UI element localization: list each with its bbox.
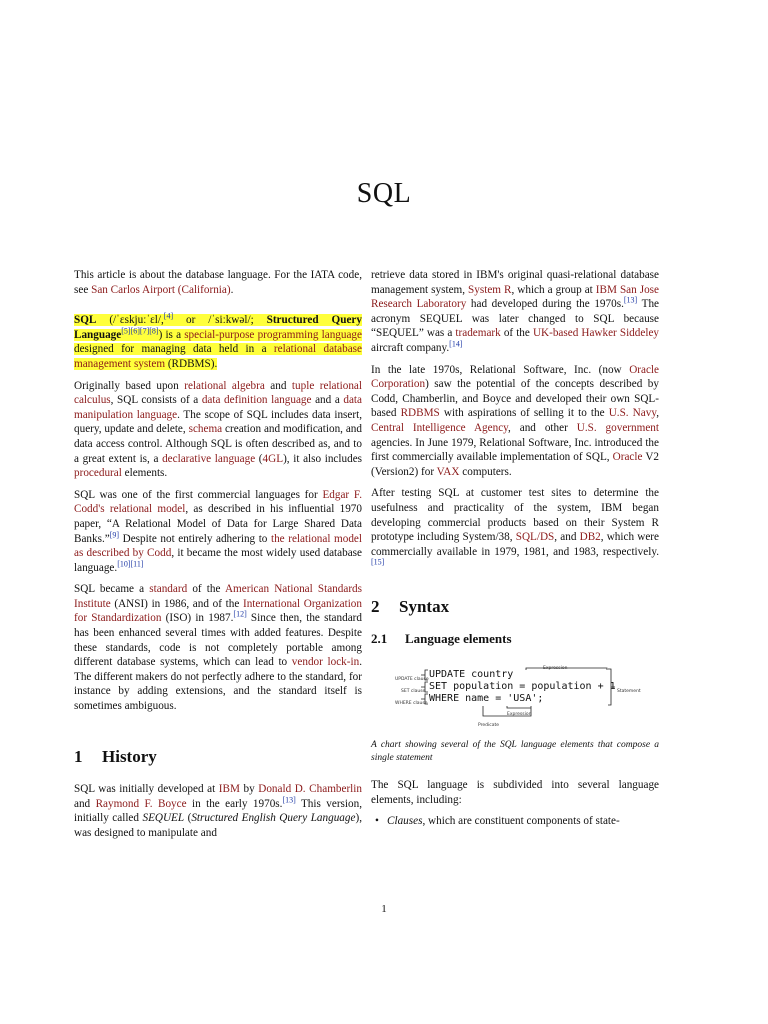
link-ansi[interactable]: American National Standards Institute [74,583,362,610]
text: Originally based upon [74,379,185,392]
link-schema[interactable]: schema [188,423,223,436]
text: (ANSI) in 1986, and of the [110,597,243,610]
intro-text-1: ) is a [158,328,185,341]
text: ( [184,812,192,825]
link-san-carlos-airport[interactable]: San Carlos Airport (California) [91,283,231,296]
label-set-clause: SET clause [401,689,426,695]
text: agencies. In June 1979, Relational Software, Inc. introduced the first commercially available implementation of SQL, [371,436,659,464]
paragraph-ibm-products [371,486,659,574]
code-line-where: WHERE name = 'USA'; [429,693,544,705]
text: This version, initially called [74,797,362,825]
link-cia[interactable]: Central Intelligence Agency [371,421,509,434]
link-iso[interactable]: International Organization for Standardization [74,597,362,625]
text: aircraft company. [371,341,450,354]
subsection-number: 2.1 [371,631,388,647]
text: V2 (Version2) for [371,451,659,478]
citation-4[interactable]: [4] [163,311,174,321]
text: and [74,797,96,810]
term-clauses: Clauses [387,815,423,828]
link-us-navy[interactable]: U.S. Navy [608,407,657,420]
paragraph-codd [74,488,362,576]
link-oracle[interactable]: Oracle [612,451,643,464]
text: The acronym SEQUEL was later changed to SQL because “SEQUEL” was a [371,298,659,340]
text: (ISO) in 1987. [161,612,234,625]
link-us-government[interactable]: U.S. government [576,421,659,434]
bracket-where [425,694,428,704]
list-item-clauses [371,814,659,829]
link-uk-based[interactable]: UK-based [532,327,579,340]
highlighted-intro [74,311,362,370]
paragraph-language-elements: The SQL language is subdivided into several language elements, including: [371,779,659,806]
hatnote-end: . [230,283,234,296]
heading-history [74,746,362,766]
label-update-clause: UPDATE clause [395,677,429,683]
link-data-definition-language[interactable]: data definition language [201,394,312,407]
link-4gl[interactable]: 4GL [262,452,284,465]
text: creation and modification, and data access control. Although SQL is often described as, and to a great extent is, a [74,423,362,465]
link-tuple-relational-calculus[interactable]: tuple relational calculus [74,379,362,407]
link-rdbms[interactable]: RDBMS [400,407,440,420]
diagram-brackets [371,661,659,731]
text: ) saw the potential of the concepts described by Codd, Chamberlin, and Boyce and developed their own SQL-based [371,378,659,420]
ipa-2: or /ˈsiːkwəl/; [173,314,267,327]
citation-9[interactable]: [9] [109,529,120,539]
text: with aspirations of selling it to the [439,407,609,420]
ipa-1: (/ˈɛskjuːˈɛl/, [96,314,164,327]
link-raymond-boyce[interactable]: Raymond F. Boyce [95,797,187,810]
link-special-purpose[interactable]: special-purpose [184,328,255,341]
label-where-clause: WHERE clause [395,701,428,707]
term-sql-full: Structured Query Language [74,314,362,341]
link-relational-algebra[interactable]: relational algebra [184,379,265,392]
text: SQL was initially developed at [74,783,219,796]
text: , which were commercially available in 1979, 1981, and 1983, respectively. [371,531,659,558]
term-sequel: SEQUEL [142,812,185,825]
hatnote [74,268,362,297]
text: After testing SQL at customer test sites to determine the usefulness and practicality of the system, IBM began developing commercial products based on their System R prototype including System/38, [371,487,659,544]
text: retrieve data stored in IBM's original quasi-relational database management system, [371,269,659,296]
link-vax[interactable]: VAX [436,465,460,478]
link-system-r[interactable]: System R [468,283,512,296]
text: had developed during the 1970s. [466,298,624,311]
text: ), was designed to manipulate and [74,812,362,839]
link-procedural[interactable]: procedural [74,467,122,480]
paragraph-oracle [371,363,659,480]
heading-language-elements [371,632,659,647]
page-number: 1 [381,903,387,915]
text: , [656,407,659,420]
text: SQL became a [74,583,150,596]
link-hawker-siddeley[interactable]: Hawker Siddeley [581,327,660,340]
link-sql-ds[interactable]: SQL/DS [515,531,555,544]
text: Since then, the standard has been enhanced several times with added features. Despite these standards, code is not completely portable among different database systems, which can lead to [74,612,362,669]
link-declarative-language[interactable]: declarative language [162,452,256,465]
text: ), it also includes [283,452,363,465]
left-column [74,268,362,848]
link-edgar-codd[interactable]: Edgar F. Codd's [74,488,363,516]
text: Despite not entirely adhering to [119,532,271,545]
section-title: Syntax [399,596,450,616]
text: and [264,379,292,392]
heading-syntax [371,596,659,616]
label-statement: Statement [617,689,641,695]
text: , and other [508,421,577,434]
citation-13[interactable]: [13] [282,795,296,805]
code-line-update: UPDATE country [429,669,514,681]
link-relational-model[interactable]: relational model [109,503,186,516]
bracket-expression-2 [507,706,531,708]
term-sql: SQL [74,314,97,327]
intro-paragraph [74,313,362,371]
hatnote-text: This article is about the database language. For the IATA code, see [74,269,362,296]
link-programming-language[interactable]: programming language [257,328,362,341]
paragraph-origins [74,379,362,481]
text: of the [500,327,533,340]
text: , which a group at [511,283,596,296]
text: of the [187,583,225,596]
text: In the late 1970s, Relational Software, Inc. (now [371,363,630,376]
paragraph-standard [74,582,362,713]
text: SQL was one of the first commercial languages for [74,488,323,501]
paragraph-history [74,782,362,840]
label-expression: Expression [543,666,568,672]
text: computers. [459,465,512,478]
right-column [371,268,659,829]
intro-text-3: (RDBMS). [165,357,218,370]
text: , as described in his influential 1970 paper, “A Relational Model of Data for Large Shared Data Banks.” [74,503,362,545]
link-rdbms[interactable]: relational database management system [74,343,362,370]
section-title: History [102,746,157,766]
term-sequel-full: Structured English Query Language [191,812,356,825]
text: in the early 1970s. [186,797,283,810]
paragraph-system-r [371,268,659,356]
bracket-update [425,670,428,680]
label-ticks [421,675,425,699]
link-donald-chamberlin[interactable]: Donald D. Chamberlin [258,783,362,796]
diagram-caption: A chart showing several of the SQL language elements that compose a single statement [371,740,659,763]
link-ibm[interactable]: IBM [218,783,240,796]
link-ibm-san-jose[interactable]: IBM San Jose Research Laboratory [371,283,659,311]
link-oracle-corporation[interactable]: Oracle Corporation [371,363,659,391]
label-predicate: Predicate [478,723,500,729]
text: . The scope of SQL includes data insert, query, update and delete, [74,408,362,436]
citation-10-11[interactable]: [10][11] [117,558,144,568]
intro-text-2: designed for managing data held in a [74,343,274,356]
text: , which are constituent components of state- [422,815,620,828]
document-title: SQL [356,178,412,209]
citation-15[interactable]: [15] [371,557,385,567]
link-data-manipulation-language[interactable]: data manipulation language [74,394,363,421]
link-db2[interactable]: DB2 [579,531,601,544]
bracket-set [425,682,428,692]
text: by [239,783,259,796]
citation-13[interactable]: [13] [623,295,638,305]
code-line-set: SET population = population + 1 [429,681,616,693]
text: and a [311,394,344,407]
sql-elements-diagram [371,661,659,731]
section-number: 2 [371,596,380,616]
link-codd-relational-model[interactable]: the relational model as described by Codd [74,532,363,560]
link-standard[interactable]: standard [149,583,188,596]
text: elements. [121,467,168,480]
text: , SQL consists of a [110,394,202,407]
citation-5-8[interactable]: [5][6][7][8] [121,326,159,336]
link-vendor-lock-in[interactable]: vendor lock-in [291,656,360,669]
text: , it became the most widely used database language. [74,547,362,574]
section-number: 1 [74,746,83,766]
link-trademark[interactable]: trademark [455,327,501,340]
citation-12[interactable]: [12] [233,609,247,619]
text: ( [255,452,263,465]
bracket-expression [526,668,607,670]
label-expression-2: Expression [507,712,532,718]
text: . The different makers do not perfectly adhere to the standard, for instance by adding extensions, and the standard itself is sometimes ambiguous. [74,656,362,713]
bracket-statement [608,669,611,705]
subsection-title: Language elements [405,631,512,647]
text: , and [554,531,580,544]
citation-14[interactable]: [14] [449,339,463,349]
